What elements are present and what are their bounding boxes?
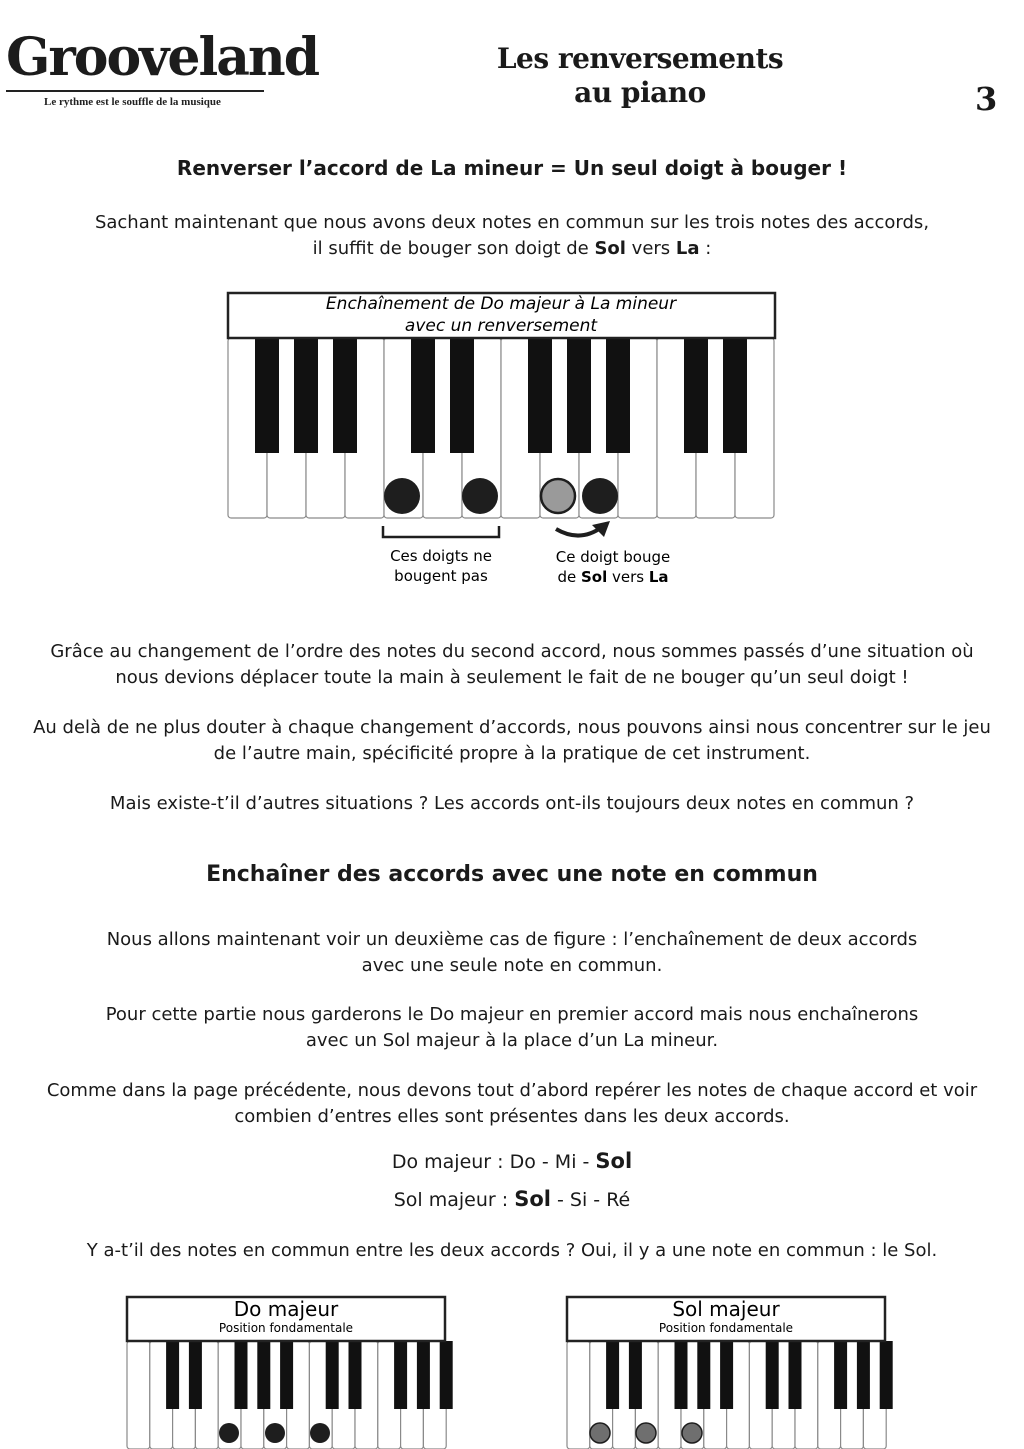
paragraph-line: Grâce au changement de l’ordre des notes du second accord, nous sommes passés d’une situation où [50, 641, 974, 662]
black-key [606, 1341, 619, 1409]
logo-tagline: Le rythme est le souffle de la musique [44, 96, 221, 108]
label-fixed-line2: bougent pas [394, 567, 488, 585]
separator: - [535, 1151, 555, 1173]
label-move-line2: de Sol vers La [557, 568, 669, 586]
common-note: Sol [514, 1187, 551, 1211]
note: Do [509, 1151, 536, 1173]
black-key [675, 1341, 688, 1409]
finger-marker-mi [462, 478, 498, 514]
black-key [280, 1341, 293, 1409]
chord-label: Sol majeur : [393, 1189, 515, 1211]
diagram-title: Do majeur [233, 1297, 339, 1321]
paragraph-concentration [0, 715, 1024, 767]
black-key [567, 338, 591, 453]
black-key [834, 1341, 847, 1409]
black-key [255, 338, 279, 453]
paragraph-line: de l’autre main, spécificité propre à la pratique de cet instrument. [213, 743, 811, 764]
paragraph-line: nous devions déplacer toute la main à seulement le fait de ne bouger qu’un seul doigt ! [115, 667, 909, 688]
diagram-subtitle: Position fondamentale [218, 1321, 354, 1335]
black-key [723, 338, 747, 453]
section-heading-1: Renverser l’accord de La mineur = Un seul doigt à bouger ! [176, 156, 848, 180]
label-fixed-line1: Ces doigts ne [390, 547, 492, 565]
page-number: 3 [975, 80, 998, 118]
paragraph-sol-majeur [0, 1002, 1024, 1054]
common-note: Sol [595, 1149, 633, 1173]
black-key [394, 1341, 407, 1409]
black-key [629, 1341, 642, 1409]
intro-text: : [699, 238, 712, 259]
page-title-line2: au piano [574, 76, 706, 109]
paragraph-line: Pour cette partie nous garderons le Do majeur en premier accord mais nous enchaînerons [105, 1004, 919, 1025]
paragraph-line: avec un Sol majeur à la place d’un La mineur. [305, 1030, 719, 1051]
black-key [349, 1341, 362, 1409]
finger-marker-do [219, 1423, 239, 1443]
black-key [684, 338, 708, 453]
logo-divider [6, 90, 264, 92]
bracket-fixed-fingers [383, 526, 499, 537]
keyboard-diagram-sol-majeur [560, 1290, 900, 1449]
paragraph-question: Mais existe-t’il d’autres situations ? Les accords ont-ils toujours deux notes en commun ? [109, 793, 915, 814]
note: Si [569, 1189, 588, 1211]
label-move-line1: Ce doigt bouge [555, 548, 671, 566]
separator: - [550, 1189, 570, 1211]
finger-marker-do [384, 478, 420, 514]
page-title-line1: Les renversements [496, 42, 784, 75]
black-key [417, 1341, 430, 1409]
intro-line-2 [0, 236, 1024, 262]
paragraph-compare [0, 1078, 1024, 1130]
black-key [189, 1341, 202, 1409]
paragraph-line: avec une seule note en commun. [361, 955, 663, 976]
intro-paragraph [0, 210, 1024, 262]
intro-line-1: Sachant maintenant que nous avons deux notes en commun sur les trois notes des accords, [94, 212, 930, 233]
section-heading-2: Enchaîner des accords avec une note en commun [206, 862, 818, 887]
finger-marker-si [636, 1423, 656, 1443]
logo [6, 27, 319, 108]
finger-marker-re [682, 1423, 702, 1443]
paragraph-line: Au delà de ne plus douter à chaque changement d’accords, nous pouvons ainsi nous concentrer sur le jeu [33, 717, 991, 738]
paragraph-common-note: Y a-t’il des notes en commun entre les deux accords ? Oui, il y a une note en commun : le Sol. [86, 1240, 938, 1261]
separator: - [576, 1151, 596, 1173]
note: Mi [554, 1151, 577, 1173]
page-title [440, 42, 840, 110]
diagram-title-line1: Enchaînement de Do majeur à La mineur [325, 294, 677, 314]
black-key [606, 338, 630, 453]
chord-notes-do-majeur [0, 1148, 1024, 1175]
black-key [880, 1341, 893, 1409]
paragraph-second-case [0, 927, 1024, 979]
move-arrow-icon [556, 527, 602, 536]
black-key [333, 338, 357, 453]
arrow-head-icon [592, 521, 610, 537]
black-key [697, 1341, 710, 1409]
note-la: La [675, 238, 700, 259]
logo-title: Grooveland [6, 27, 319, 88]
black-key [411, 338, 435, 453]
black-key [257, 1341, 270, 1409]
white-key [567, 1341, 590, 1449]
black-key [789, 1341, 802, 1409]
black-key [766, 1341, 779, 1409]
black-key [857, 1341, 870, 1409]
chord-notes-sol-majeur [0, 1186, 1024, 1213]
finger-marker-la [582, 478, 618, 514]
black-key [326, 1341, 339, 1409]
keyboard-diagram-inversion [220, 285, 790, 595]
finger-marker-sol [541, 479, 575, 513]
separator: - [587, 1189, 607, 1211]
intro-text: il suffit de bouger son doigt de [312, 238, 595, 259]
diagram-title-line2: avec un renversement [404, 316, 598, 336]
finger-marker-mi [265, 1423, 285, 1443]
finger-marker-sol [590, 1423, 610, 1443]
black-key [235, 1341, 248, 1409]
paragraph-line: Nous allons maintenant voir un deuxième cas de figure : l’enchaînement de deux accords [106, 929, 918, 950]
diagram-subtitle: Position fondamentale [658, 1321, 794, 1335]
keyboard-diagram-do-majeur [120, 1290, 460, 1449]
note-sol: Sol [594, 238, 626, 259]
diagram-title: Sol majeur [672, 1297, 780, 1321]
note: Ré [606, 1189, 631, 1211]
black-key [166, 1341, 179, 1409]
intro-text: vers [625, 238, 676, 259]
paragraph-line: combien d’entres elles sont présentes dans les deux accords. [234, 1106, 790, 1127]
black-key [440, 1341, 453, 1409]
black-key [450, 338, 474, 453]
finger-marker-sol [310, 1423, 330, 1443]
paragraph-line: Comme dans la page précédente, nous devons tout d’abord repérer les notes de chaque accord et voir [46, 1080, 978, 1101]
white-key [127, 1341, 150, 1449]
black-key [720, 1341, 733, 1409]
black-key [528, 338, 552, 453]
paragraph-situation [0, 639, 1024, 691]
chord-label: Do majeur : [391, 1151, 510, 1173]
black-key [294, 338, 318, 453]
